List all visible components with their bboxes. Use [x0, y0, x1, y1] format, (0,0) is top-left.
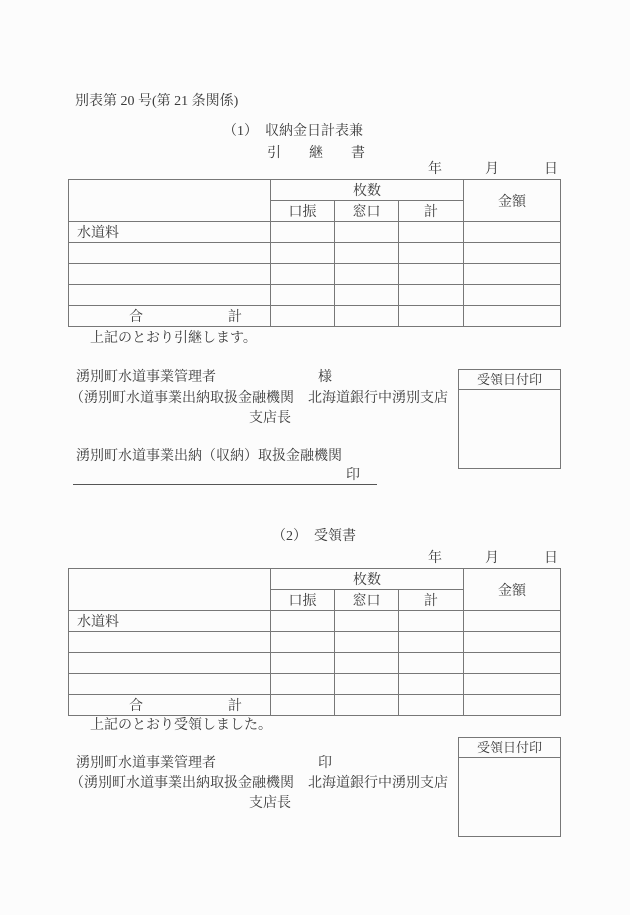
fill-cell	[464, 243, 561, 264]
stamp-box-label: 受領日付印	[459, 738, 560, 758]
fill-cell	[271, 222, 335, 243]
year-label: 年	[428, 551, 442, 566]
row-label-empty	[69, 674, 271, 695]
section1-date-line	[68, 162, 560, 177]
form-number: 別表第 20 号(第 21 条関係)	[75, 94, 239, 109]
signature-underline	[73, 468, 377, 485]
honorific-sama: 様	[318, 370, 332, 385]
subheader-kei: 計	[399, 201, 464, 222]
fill-cell	[335, 222, 399, 243]
fill-cell	[464, 264, 561, 285]
fill-cell	[335, 285, 399, 306]
fill-cell	[335, 264, 399, 285]
table-row	[69, 222, 561, 243]
total-label-left: 合	[129, 310, 143, 325]
fill-cell	[399, 674, 464, 695]
table-row	[69, 632, 561, 653]
fill-cell	[271, 674, 335, 695]
handover-table	[68, 179, 561, 327]
fill-cell	[464, 632, 561, 653]
amount-header: 金額	[464, 569, 561, 611]
stamp-box-area	[459, 758, 560, 836]
section2-heading: （2） 受領書	[272, 529, 356, 544]
fill-cell	[399, 285, 464, 306]
section2-branch-manager: 支店長	[249, 796, 291, 811]
row-label-empty	[69, 653, 271, 674]
total-row-label	[69, 695, 271, 716]
fill-cell	[464, 611, 561, 632]
fill-cell	[399, 611, 464, 632]
fill-cell	[335, 695, 399, 716]
fill-cell	[271, 243, 335, 264]
total-label-left: 合	[129, 699, 143, 714]
row-label-empty	[69, 632, 271, 653]
total-row-label	[69, 306, 271, 327]
row-label-empty	[69, 243, 271, 264]
section1-branch-manager: 支店長	[249, 411, 291, 426]
section2-bank-line: （湧別町水道事業出納取扱金融機関 北海道銀行中湧別支店	[70, 776, 448, 791]
month-label: 月	[485, 162, 499, 177]
section2-date-line	[68, 551, 560, 566]
section1-manager-line	[76, 370, 332, 385]
table-row	[69, 264, 561, 285]
row-label-empty	[69, 285, 271, 306]
seal-label: 印	[318, 756, 332, 771]
table-row	[69, 653, 561, 674]
fill-cell	[335, 653, 399, 674]
manager-title: 湧別町水道事業管理者	[76, 756, 216, 771]
stamp-box-2	[458, 737, 561, 837]
table-row	[69, 285, 561, 306]
subheader-kofuri: 口振	[271, 590, 335, 611]
fill-cell	[464, 306, 561, 327]
fill-cell	[399, 264, 464, 285]
fill-cell	[271, 285, 335, 306]
table-row	[69, 674, 561, 695]
section1-note: 上記のとおり引継します。	[90, 331, 257, 346]
fill-cell	[335, 674, 399, 695]
section1-heading-line2: 引 継 書	[267, 146, 365, 161]
subheader-kei: 計	[399, 590, 464, 611]
fill-cell	[271, 306, 335, 327]
subheader-madoguchi: 窓口	[335, 201, 399, 222]
stamp-box-label: 受領日付印	[459, 370, 560, 390]
section2-manager-line	[76, 756, 332, 771]
fill-cell	[399, 306, 464, 327]
count-group-header: 枚数	[271, 180, 464, 201]
receipt-table	[68, 568, 561, 716]
section2-note: 上記のとおり受領しました。	[90, 718, 272, 733]
fill-cell	[335, 306, 399, 327]
fill-cell	[464, 285, 561, 306]
table-header-row	[69, 180, 561, 201]
row-label-suidoryo: 水道料	[69, 611, 271, 632]
stamp-box-1	[458, 369, 561, 469]
table-total-row	[69, 695, 561, 716]
subheader-madoguchi: 窓口	[335, 590, 399, 611]
fill-cell	[271, 611, 335, 632]
fill-cell	[399, 222, 464, 243]
subheader-kofuri: 口振	[271, 201, 335, 222]
fill-cell	[464, 674, 561, 695]
stamp-box-area	[459, 390, 560, 468]
section1-handler-line: 湧別町水道事業出納（収納）取扱金融機関	[76, 449, 342, 464]
fill-cell	[335, 611, 399, 632]
row-label-suidoryo: 水道料	[69, 222, 271, 243]
table-row	[69, 611, 561, 632]
table-total-row	[69, 306, 561, 327]
fill-cell	[335, 243, 399, 264]
item-header-cell	[69, 569, 271, 611]
row-label-empty	[69, 264, 271, 285]
amount-header: 金額	[464, 180, 561, 222]
month-label: 月	[485, 551, 499, 566]
item-header-cell	[69, 180, 271, 222]
table-row	[69, 243, 561, 264]
table-header-row	[69, 569, 561, 590]
seal-label: 印	[346, 468, 360, 483]
fill-cell	[399, 653, 464, 674]
fill-cell	[271, 632, 335, 653]
fill-cell	[399, 695, 464, 716]
fill-cell	[271, 264, 335, 285]
fill-cell	[464, 695, 561, 716]
fill-cell	[399, 632, 464, 653]
fill-cell	[464, 653, 561, 674]
fill-cell	[271, 653, 335, 674]
day-label: 日	[544, 551, 558, 566]
count-group-header: 枚数	[271, 569, 464, 590]
fill-cell	[335, 632, 399, 653]
section1-heading-line1: （1） 収納金日計表兼	[223, 124, 363, 139]
manager-title: 湧別町水道事業管理者	[76, 370, 216, 385]
year-label: 年	[428, 162, 442, 177]
fill-cell	[271, 695, 335, 716]
total-label-right: 計	[228, 310, 242, 325]
section1-bank-line: （湧別町水道事業出納取扱金融機関 北海道銀行中湧別支店	[70, 391, 448, 406]
total-label-right: 計	[228, 699, 242, 714]
day-label: 日	[544, 162, 558, 177]
fill-cell	[464, 222, 561, 243]
fill-cell	[399, 243, 464, 264]
